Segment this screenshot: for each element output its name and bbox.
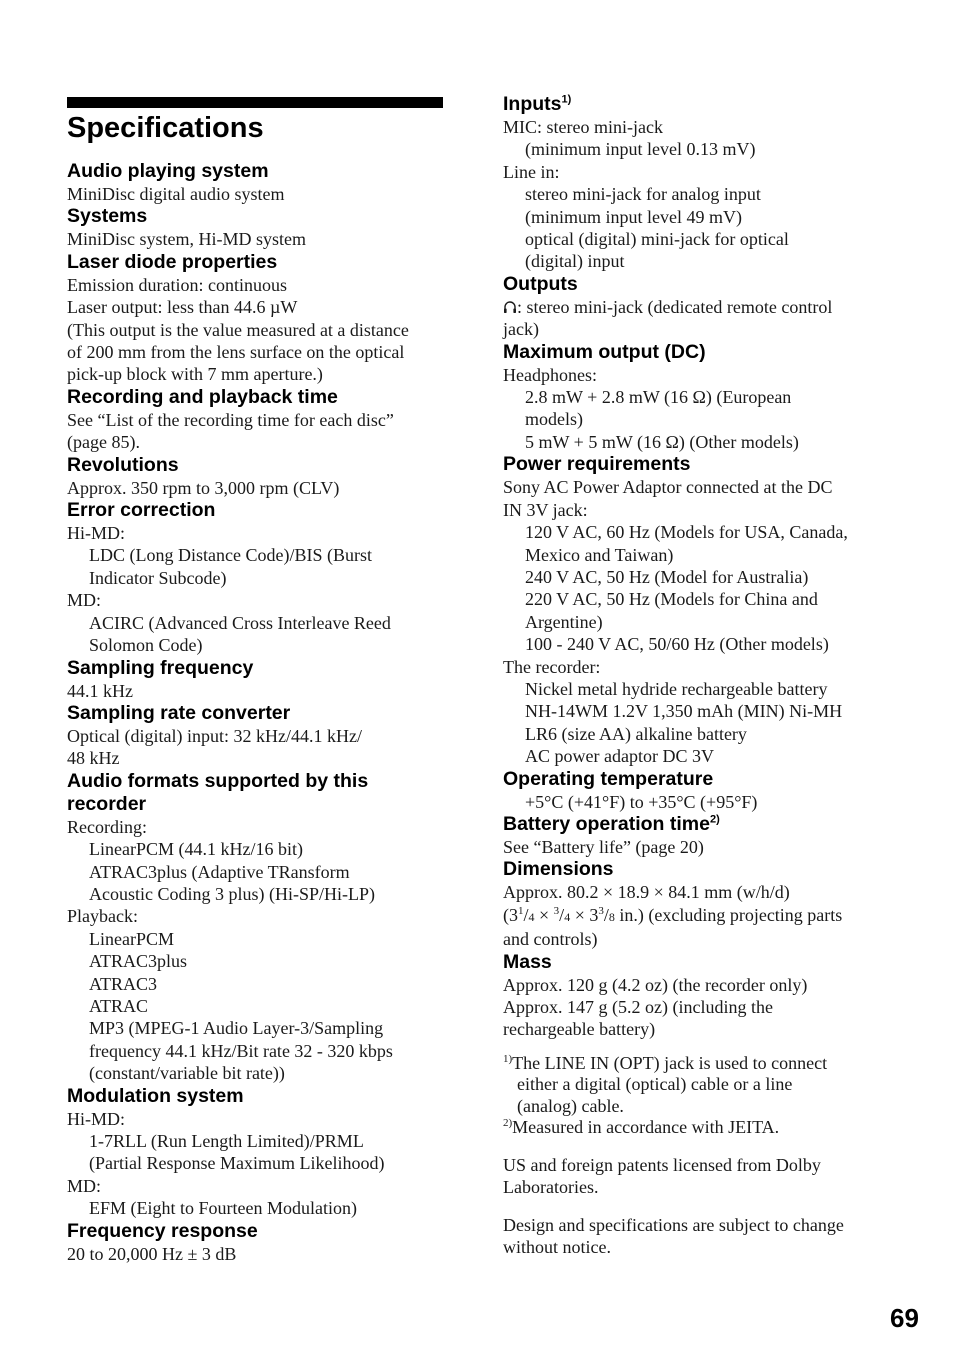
specs-list: [503, 341, 883, 813]
spec-value-indented: Indicator Subcode): [89, 567, 227, 588]
spec-value: Recording:: [67, 816, 147, 837]
mass-heading: Mass: [503, 950, 552, 973]
spec-value: MiniDisc system, Hi-MD system: [67, 229, 307, 250]
right-column: [503, 93, 883, 1258]
spec-value-indented: Argentine): [525, 611, 603, 632]
inputs-heading: Inputs$^{1)}$: [503, 93, 572, 115]
patent-notice-2: Laboratories.: [503, 1177, 599, 1198]
outputs-line-2: jack): [503, 319, 539, 340]
spec-value-indented: 1-7RLL (Run Length Limited)/PRML: [89, 1131, 364, 1151]
page-number: 69: [890, 1303, 919, 1333]
spec-value: Emission duration: continuous: [67, 274, 287, 295]
spec-value: pick-up block with 7 mm aperture.): [67, 364, 323, 385]
inputs-list: [503, 116, 883, 273]
spec-value: 20 to 20,000 Hz ± 3 dB: [67, 1243, 237, 1264]
spec-value-indented: LinearPCM (44.1 kHz/16 bit): [89, 839, 303, 860]
footnote-ref-2: 2): [709, 813, 720, 826]
footnote-1: $^{1)}$The LINE IN (OPT) jack is used to connect: [503, 1052, 828, 1073]
spec-value: IN 3V jack:: [503, 499, 588, 520]
spec-value-indented: EFM (Eight to Fourteen Modulation): [89, 1198, 357, 1219]
spec-heading: Sampling rate converter: [67, 701, 291, 724]
spec-value-indented: models): [525, 409, 583, 430]
spec-value-indented: (digital) input: [525, 251, 625, 272]
battery-text: See “Battery life” (page 20): [503, 836, 704, 857]
spec-value-indented: NH-14WM 1.2V 1,350 mAh (MIN) Ni-MH: [525, 701, 843, 722]
spec-heading: recorder: [67, 792, 147, 815]
spec-heading: Frequency response: [67, 1219, 258, 1242]
spec-heading: Modulation system: [67, 1084, 244, 1107]
spec-value-indented: AC power adaptor DC 3V: [525, 746, 714, 767]
spec-value-indented: ACIRC (Advanced Cross Interleave Reed: [89, 612, 391, 633]
dimensions-line: Approx. 80.2 × 18.9 × 84.1 mm (w/h/d): [503, 882, 790, 903]
spec-value-indented: LDC (Long Distance Code)/BIS (Burst: [89, 545, 372, 566]
spec-value: Hi-MD:: [67, 1108, 125, 1129]
spec-value-indented: Acoustic Coding 3 plus) (Hi-SP/Hi-LP): [89, 883, 375, 904]
page-title: Specifications: [67, 112, 264, 144]
spec-value: MD:: [67, 1175, 102, 1196]
spec-value: of 200 mm from the lens surface on the optical: [67, 342, 405, 363]
battery-heading: Battery operation time$^{2)}$: [503, 812, 720, 835]
spec-value-indented: Solomon Code): [89, 635, 203, 656]
dimensions-line-3: and controls): [503, 929, 598, 950]
change-notice-2: without notice.: [503, 1237, 611, 1258]
spec-value: Sony AC Power Adaptor connected at the DC: [503, 477, 833, 498]
dimensions-heading: Dimensions: [503, 858, 614, 881]
spec-value-indented: 240 V AC, 50 Hz (Model for Australia): [525, 566, 809, 587]
spec-value-indented: optical (digital) mini-jack for optical: [525, 229, 789, 250]
spec-heading: Audio playing system: [67, 160, 269, 182]
spec-value-indented: 100 - 240 V AC, 50/60 Hz (Other models): [525, 634, 829, 655]
headphones-icon: [503, 300, 517, 314]
spec-value-indented: Mexico and Taiwan): [525, 544, 674, 565]
spec-value-indented: (minimum input level 49 mV): [525, 206, 742, 227]
spec-value-indented: 5 mW + 5 mW (16 Ω) (Other models): [525, 431, 799, 452]
spec-value-indented: LinearPCM: [89, 928, 174, 949]
outputs-line: : stereo mini-jack (dedicated remote control: [503, 296, 883, 318]
spec-value: (page 85).: [67, 432, 140, 453]
spec-value-indented: ATRAC3plus: [89, 951, 188, 972]
spec-value-indented: 220 V AC, 50 Hz (Models for China and: [525, 589, 818, 610]
spec-value-indented: stereo mini-jack for analog input: [525, 184, 761, 205]
spec-value-indented: 2.8 mW + 2.8 mW (16 Ω) (European: [525, 387, 792, 408]
spec-value: The recorder:: [503, 656, 601, 677]
spec-heading: Power requirements: [503, 453, 691, 476]
left-column: [67, 160, 445, 1265]
spec-value: Approx. 120 g (4.2 oz) (the recorder only): [503, 974, 808, 995]
spec-value: Optical (digital) input: 32 kHz/44.1 kHz/: [67, 725, 362, 746]
spec-value: Playback:: [67, 906, 138, 927]
spec-value-indented: (Partial Response Maximum Likelihood): [89, 1153, 385, 1174]
spec-value-indented: frequency 44.1 kHz/Bit rate 32 - 320 kbps: [89, 1040, 393, 1061]
footnote-ref-1: 1): [561, 93, 572, 106]
spec-value-indented: (constant/variable bit rate)): [89, 1063, 285, 1084]
footnote-2: $^{2)}$Measured in accordance with JEITA.: [503, 1117, 780, 1138]
title-rule: [67, 97, 443, 108]
spec-value: Headphones:: [503, 364, 597, 385]
spec-value-indented: (minimum input level 0.13 mV): [525, 139, 756, 160]
spec-value: Approx. 350 rpm to 3,000 rpm (CLV): [67, 477, 340, 498]
spec-heading: Operating temperature: [503, 767, 714, 790]
spec-value-indented: ATRAC3: [89, 973, 158, 994]
spec-heading: Maximum output (DC): [503, 340, 706, 363]
spec-value-indented: LR6 (size AA) alkaline battery: [525, 723, 747, 744]
spec-heading: Audio formats supported by this: [67, 769, 369, 792]
spec-value-indented: ATRAC: [89, 995, 149, 1016]
change-notice: Design and specifications are subject to change: [503, 1214, 844, 1235]
spec-value: MiniDisc digital audio system: [67, 184, 285, 204]
spec-value: MD:: [67, 590, 102, 611]
spec-value-indented: MP3 (MPEG-1 Audio Layer-3/Sampling: [89, 1018, 384, 1039]
spec-value: MIC: stereo mini-jack: [503, 117, 663, 137]
mass-list: [503, 974, 883, 1041]
spec-heading: Systems: [67, 205, 148, 228]
footnote-1-line-3: (analog) cable.: [517, 1095, 624, 1116]
spec-value: (This output is the value measured at a distance: [67, 319, 409, 340]
spec-value: Approx. 147 g (5.2 oz) (including the: [503, 997, 773, 1017]
outputs-heading: Outputs: [503, 272, 578, 295]
dimensions-imperial: ($3^1/4 \times ^3/4 \times 3^3/8$ in.) (excluding projecting parts: [503, 904, 843, 925]
spec-value-indented: Nickel metal hydride rechargeable battery: [525, 678, 828, 699]
spec-heading: Laser diode properties: [67, 250, 278, 273]
spec-value: See “List of the recording time for each disc”: [67, 409, 394, 430]
spec-heading: Error correction: [67, 499, 216, 522]
spec-value-indented: +5°C (+41°F) to +35°C (+95°F): [525, 791, 758, 812]
spec-value: Laser output: less than 44.6 µW: [67, 297, 298, 318]
spec-value-indented: 120 V AC, 60 Hz (Models for USA, Canada,: [525, 522, 848, 543]
spec-value: 44.1 kHz: [67, 680, 133, 701]
patent-notice: US and foreign patents licensed from Dolby: [503, 1154, 821, 1175]
spec-value: Line in:: [503, 161, 560, 182]
spec-value: rechargeable battery): [503, 1019, 656, 1040]
spec-heading: Sampling frequency: [67, 656, 254, 679]
spec-value: 48 kHz: [67, 748, 120, 769]
spec-value: Hi-MD:: [67, 523, 125, 544]
spec-value-indented: ATRAC3plus (Adaptive TRansform: [89, 861, 350, 882]
spec-heading: Recording and playback time: [67, 385, 338, 408]
footnote-1-line-2: either a digital (optical) cable or a line: [517, 1074, 793, 1095]
spec-heading: Revolutions: [67, 453, 179, 476]
